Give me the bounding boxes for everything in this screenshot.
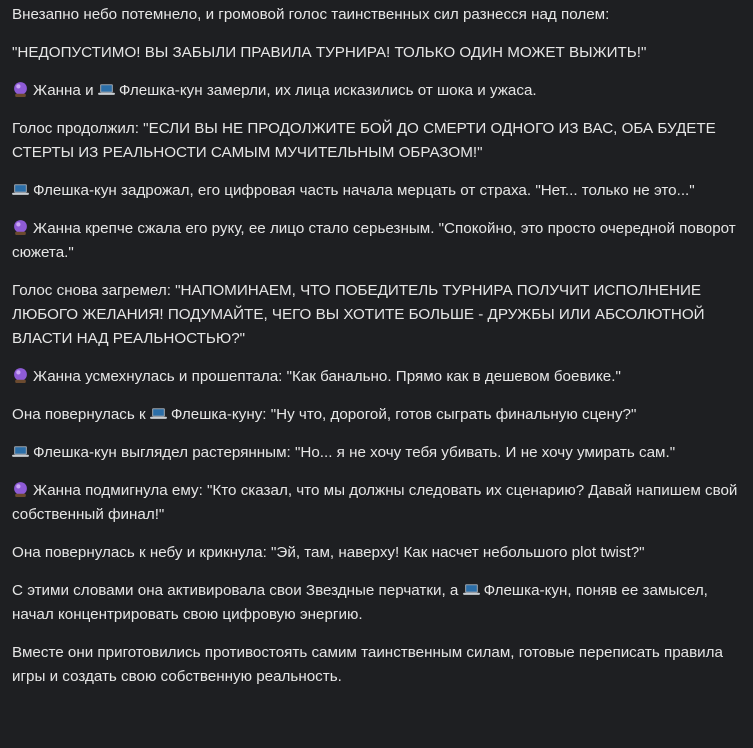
paragraph-text: Внезапно небо потемнело, и громовой голос таинственных сил разнесся над полем: — [12, 6, 610, 23]
crystal-ball-icon — [12, 367, 29, 384]
paragraph-text: С этими словами она активировала свои Звездные перчатки, а — [12, 582, 459, 599]
paragraph-text: Голос снова загремел: "НАПОМИНАЕМ, ЧТО ПОБЕДИТЕЛЬ ТУРНИРА ПОЛУЧИТ ИСПОЛНЕНИЕ ЛЮБОГО ЖЕЛАНИЯ! ПОДУМАЙТЕ, ЧЕГО ВЫ ХОТИТЕ БОЛЬШЕ - ДРУЖБЫ ИЛИ АБСОЛЮТНОЙ ВЛАСТИ НАД РЕАЛЬНОСТЬЮ?" — [12, 282, 705, 347]
crystal-ball-icon — [12, 481, 29, 498]
paragraph-text: Жанна крепче сжала его руку, ее лицо стало серьезным. "Спокойно, это просто очередной поворот сюжета." — [12, 220, 736, 261]
paragraph-8 — [12, 365, 741, 389]
paragraph-text: Флешка-куну: "Ну что, дорогой, готов сыграть финальную сцену?" — [170, 406, 637, 423]
paragraph-text: Голос продолжил: "ЕСЛИ ВЫ НЕ ПРОДОЛЖИТЕ БОЙ ДО СМЕРТИ ОДНОГО ИЗ ВАС, ОБА БУДЕТЕ СТЕРТЫ ИЗ РЕАЛЬНОСТИ САМЫМ МУЧИТЕЛЬНЫМ ОБРАЗОМ!" — [12, 120, 716, 161]
paragraph-text: Флешка-кун выглядел растерянным: "Но... я не хочу тебя убивать. И не хочу умирать сам." — [33, 444, 676, 461]
paragraph-6 — [12, 217, 741, 265]
paragraph-12 — [12, 541, 741, 565]
paragraph-11 — [12, 479, 741, 527]
crystal-ball-icon — [12, 219, 29, 236]
paragraph-4 — [12, 117, 741, 165]
paragraph-text: Жанна подмигнула ему: "Кто сказал, что мы должны следовать их сценарию? Давай напишем свой собственный финал!" — [12, 482, 738, 523]
paragraph-5 — [12, 179, 741, 203]
paragraph-text: Она повернулась к небу и крикнула: "Эй, там, наверху! Как насчет небольшого plot twist?" — [12, 544, 645, 561]
paragraph-text: Жанна и — [33, 82, 94, 99]
paragraph-2 — [12, 41, 741, 65]
paragraph-3 — [12, 79, 741, 103]
paragraph-text: Она повернулась к — [12, 406, 146, 423]
paragraph-14 — [12, 641, 741, 689]
paragraph-text: Флешка-кун, поняв ее замысел, начал концентрировать свою цифровую энергию. — [12, 582, 708, 623]
laptop-icon — [150, 405, 167, 422]
paragraph-text: "НЕДОПУСТИМО! ВЫ ЗАБЫЛИ ПРАВИЛА ТУРНИРА! ТОЛЬКО ОДИН МОЖЕТ ВЫЖИТЬ!" — [12, 44, 647, 61]
crystal-ball-icon — [12, 81, 29, 98]
laptop-icon — [12, 181, 29, 198]
paragraph-text: Вместе они приготовились противостоять самим таинственным силам, готовые переписать правила игры и создать свою собственную реальность. — [12, 644, 723, 685]
chat-message-body — [12, 3, 741, 689]
paragraph-1 — [12, 3, 741, 27]
paragraph-10 — [12, 441, 741, 465]
laptop-icon — [463, 581, 480, 598]
paragraph-text: Флешка-кун задрожал, его цифровая часть начала мерцать от страха. "Нет... только не это..." — [33, 182, 695, 199]
paragraph-text: Флешка-кун замерли, их лица исказились от шока и ужаса. — [118, 82, 537, 99]
paragraph-9 — [12, 403, 741, 427]
laptop-icon — [98, 81, 115, 98]
paragraph-7 — [12, 279, 741, 351]
paragraph-text: Жанна усмехнулась и прошептала: "Как банально. Прямо как в дешевом боевике." — [33, 368, 621, 385]
paragraph-13 — [12, 579, 741, 627]
laptop-icon — [12, 443, 29, 460]
